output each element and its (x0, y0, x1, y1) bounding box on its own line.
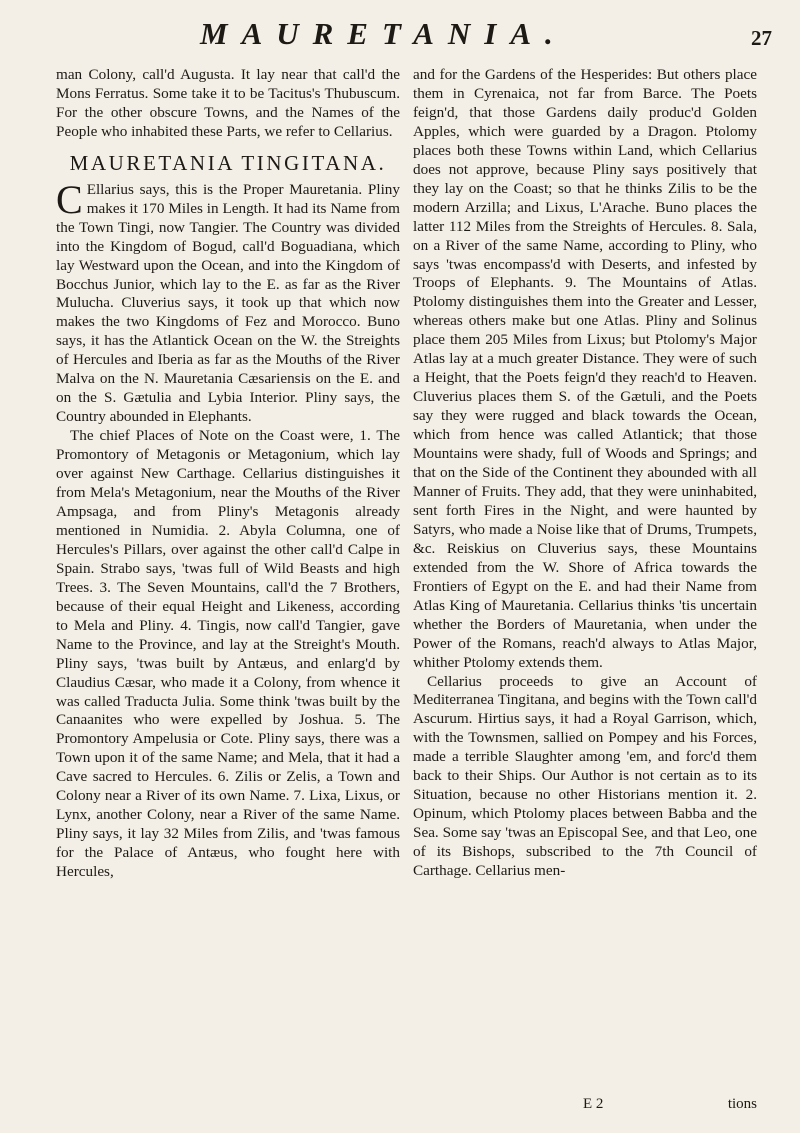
paragraph: and for the Gardens of the Hesperides: But others place them in Cyrenaica, not far from Barce. The Poets feign'd, that those Gardens daily produc'd Golden Apples, which were guarded by a Dragon. Ptolomy places both these Towns within Land, which Cellarius does not approve, because Pliny says positively that they lay on the Coast; so that he thinks Zilis to be the modern Arzilla; and Lixus, L'Arache. Buno places the latter 112 Miles from the Streights of Hercules. 8. Sala, on a River of the same Name, according to Pliny, who says 'twas encompass'd with Deserts, and infested by Troops of Elephants. 9. The Mountains of Atlas. Ptolomy distinguishes them into the Greater and Lesser, whereas others make but one Atlas. Pliny and Solinus place them 205 Miles from Lixus; but Ptolomy's Major Atlas lay at a much greater Distance. They were of such a Height, that the Poets feign'd they reach'd to Heaven. Cluverius places them S. of the Gætuli, and the Poets say they were rugged and black towards the Ocean, which from hence was called Atlantick; that those Mountains were shady, full of Woods and Springs; and that on the Side of the Continent they abounded with all Manner of Fruits. They add, that they were uninhabited, sent forth Fires in the Night, and were haunted by Satyrs, who made a Noise like that of Drums, Trumpets, &c. Reiskius on Cluverius says, these Mountains extended from the W. Shore of Africa towards the Frontiers of Egypt on the E. and had their Name from Atlas King of Mauretania. Cellarius thinks 'tis uncertain whether the Borders of Mauretania, when under the Power of the Romans, reach'd always to Atlas Major, whither Ptolomy extends them. (413, 66, 757, 671)
paragraph-text: Ellarius says, this is the Proper Mauretania. Pliny makes it 170 Miles in Length. It had its Name from the Town Tingi, now Tangier. The Country was divided into the Kingdom of Bogud, call'd Boguadiana, which lay Westward upon the Ocean, and into the Kingdom of Bocchus Junior, which lay to the E. as far as the River Mulucha. Cluverius says, it took up that which now makes the two Kingdoms of Fez and Morocco. Buno says, it has the Atlantick Ocean on the W. the Streights of Hercules and Iberia as far as the Mouths of the River Malva on the N. Mauretania Cæsariensis on the E. and on the S. Gætulia and Lybia Interior. Pliny says, the Country abounded in Elephants. (56, 180, 400, 426)
paragraph (56, 176, 400, 427)
signature-mark: E 2 (583, 1096, 604, 1112)
running-head (0, 16, 800, 56)
paragraph: The chief Places of Note on the Coast were, 1. The Promontory of Metagonis or Metagonium, which lay over against New Carthage. Cellarius distinguishes it from Mela's Metagonium, near the Mouths of the River Ampsaga, and from Pliny's Metagonis already mentioned in Numidia. 2. Abyla Columna, one of Hercules's Pillars, over against the other call'd Calpe in Spain. Strabo says, 'twas full of Wild Beasts and high Trees. 3. The Seven Mountains, call'd the 7 Brothers, because of their equal Height and Likeness, according to Mela and Pliny. 4. Tingis, now call'd Tangier, gave Name to the Province, and lay at the Streight's Mouth. Pliny says, 'twas built by Antæus, and enlarg'd by Claudius Cæsar, who made it a Colony, from whence it was called Traducta Julia. Some think 'twas built by the Canaanites who were expelled by Joshua. 5. The Promontory Ampelusia or Cote. Pliny says, there was a Town upon it of the same Name; and Mela, that it had a Cave sacred to Hercules. 6. Zilis or Zelis, a Town and Colony near a River of its own Name. 7. Lixa, Lixus, or Lynx, another Colony, near a River of the same Name. Pliny says, it lay 32 Miles from Zilis, and 'twas famous for the Palace of Antæus, who fought here with Hercules, (56, 427, 400, 881)
section-heading: MAURETANIA TINGITANA. (69, 150, 387, 175)
catchword: tions (727, 1096, 757, 1112)
running-title: MAURETANIA. (200, 16, 567, 51)
page-footer (413, 1096, 757, 1116)
page-number: 27 (751, 26, 772, 50)
drop-cap: C (56, 176, 83, 222)
paragraph: man Colony, call'd Augusta. It lay near that call'd the Mons Ferratus. Some take it to be Tacitus's Thubuscum. For the other obscure Towns, and the Names of the People who inhabited these Parts, we refer to Cellarius. (56, 66, 400, 140)
left-column (56, 66, 400, 882)
right-column (413, 66, 757, 881)
paragraph: Cellarius proceeds to give an Account of Mediterranea Tingitana, and begins with the Town call'd Ascurum. Hirtius says, it had a Royal Garrison, which, with the Townsmen, sallied on Pompey and his Forces, made a terrible Slaughter among 'em, and forc'd them back to their Ships. Our Author is not certain as to its Situation, because no other Historians mention it. 2. Opinum, which Ptolomy places between Babba and the Sea. Some say 'twas an Episcopal See, and that Leo, one of its Bishops, subscribed to the 7th Council of Carthage. Cellarius men- (413, 672, 757, 880)
